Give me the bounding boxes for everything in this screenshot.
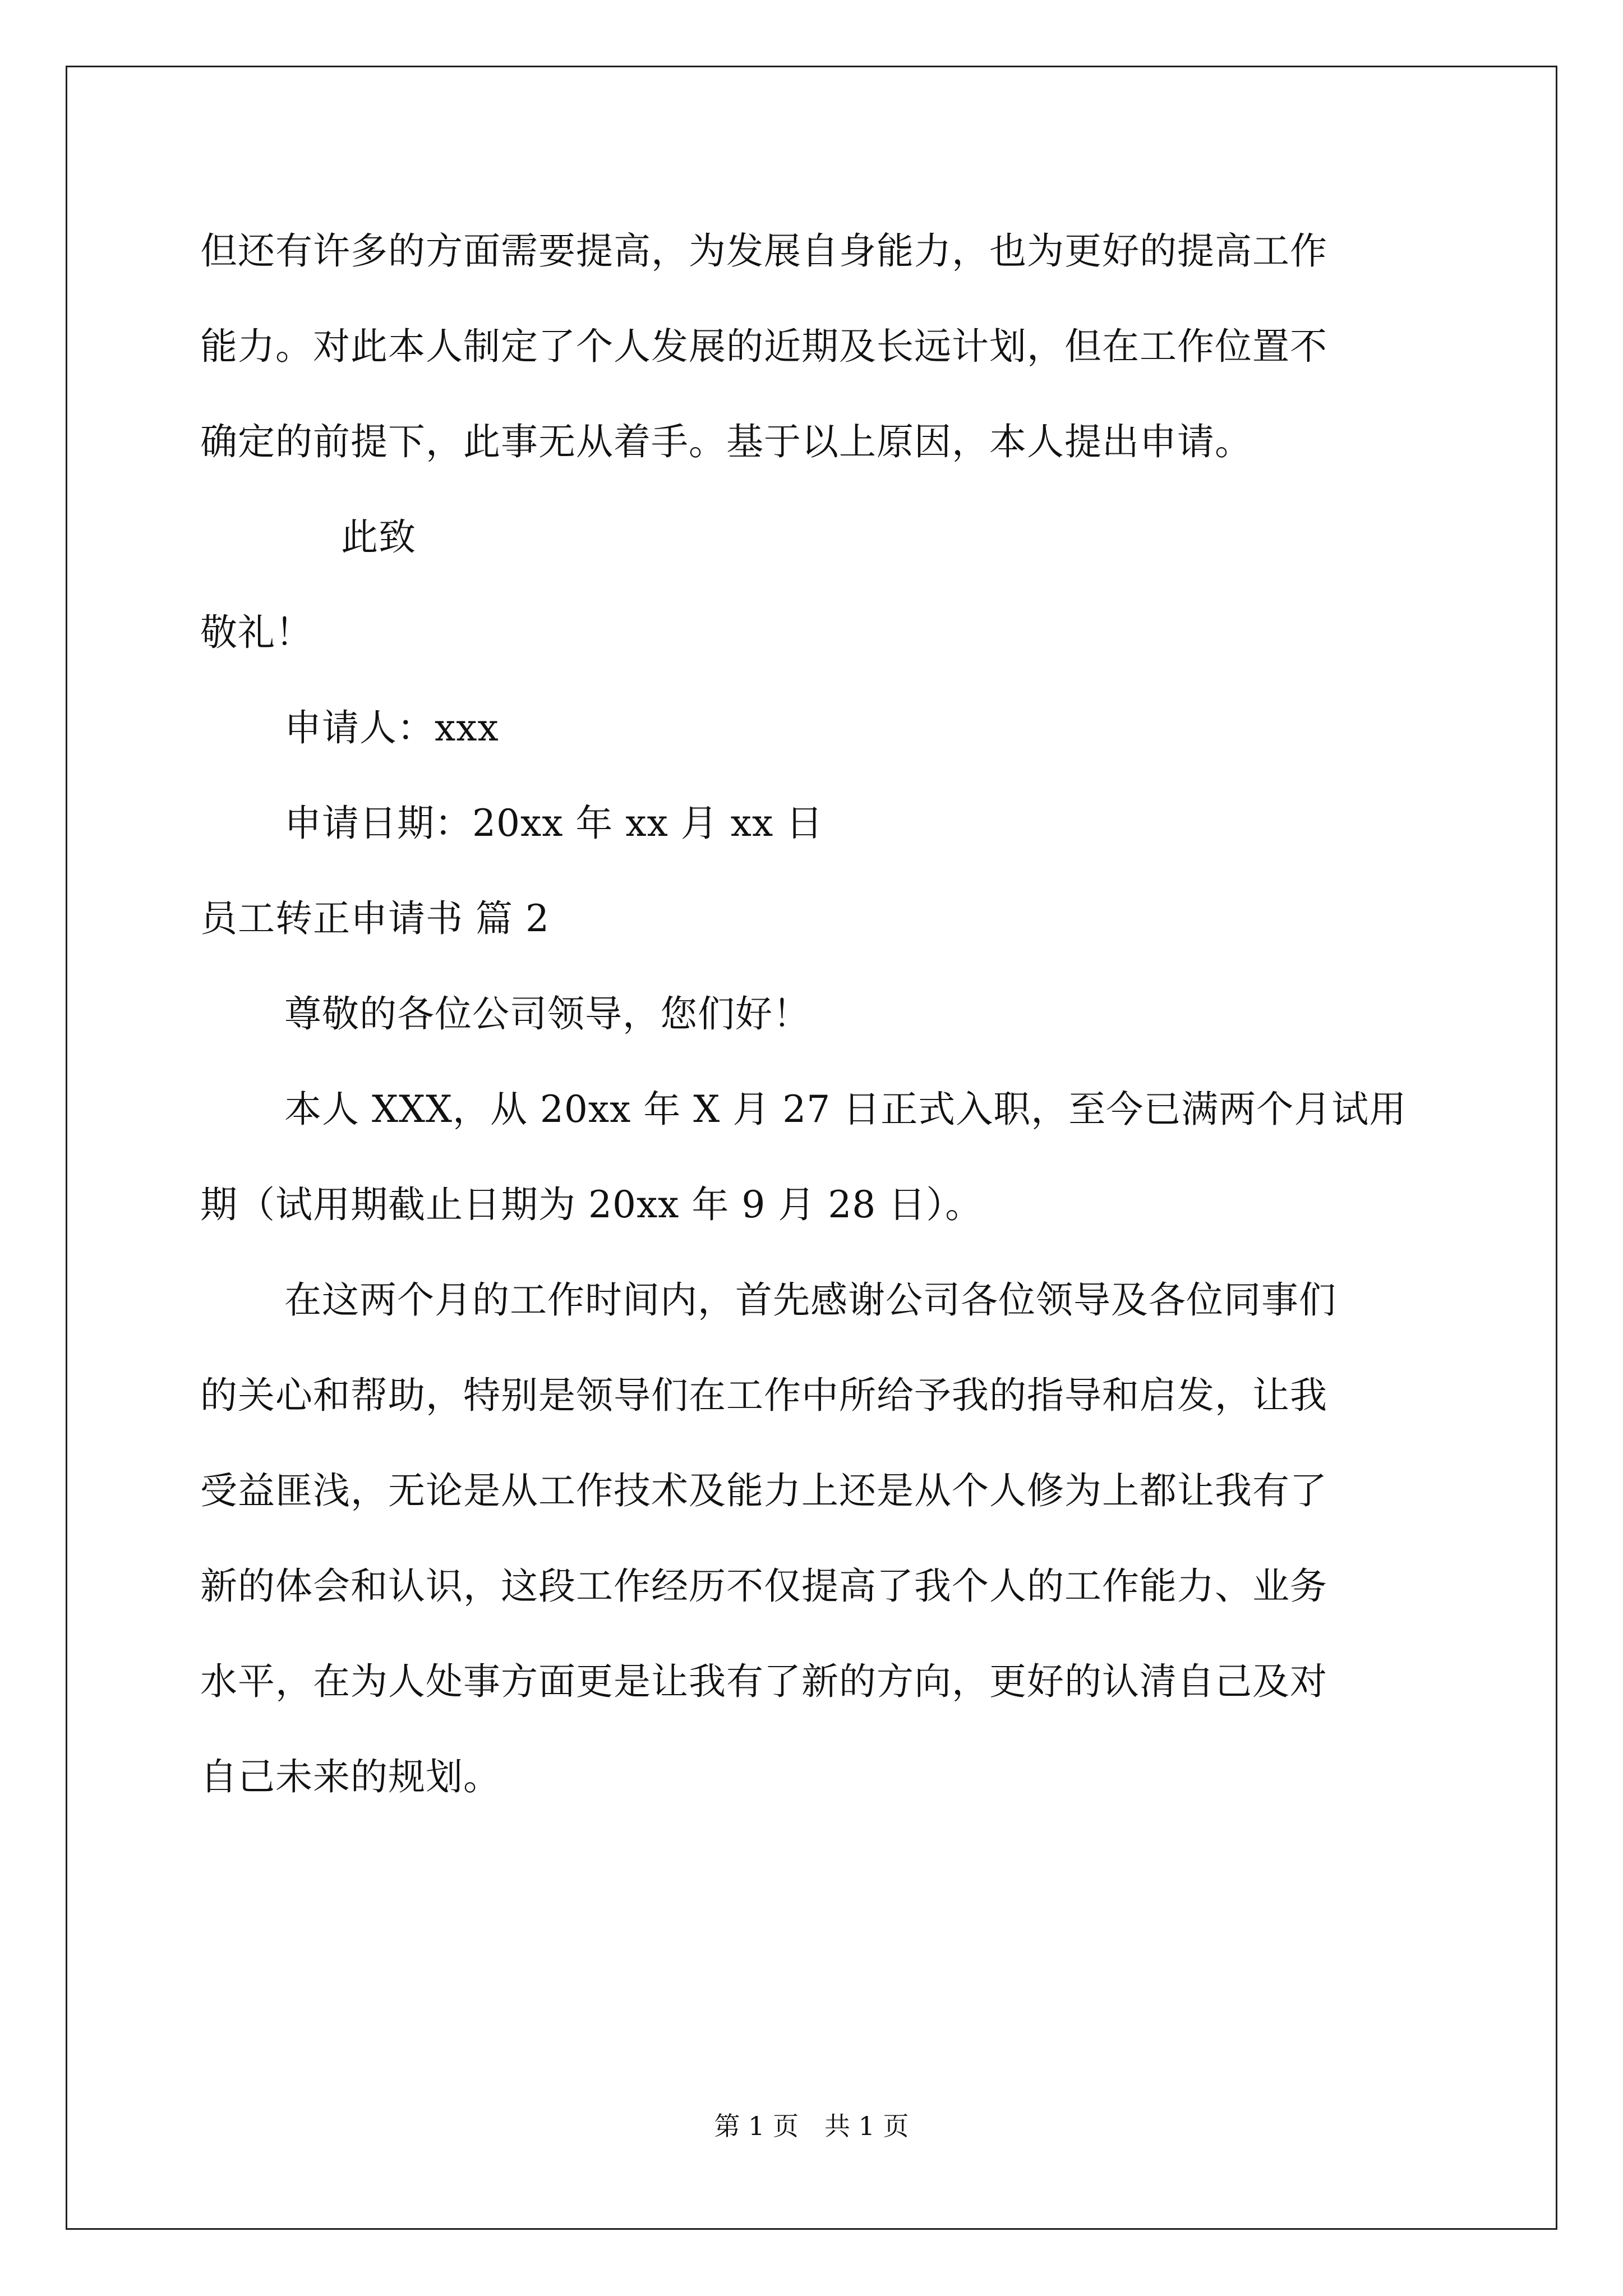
- paragraph-line: 确定的前提下，此事无从着手。基于以上原因，本人提出申请。: [200, 420, 1252, 463]
- paragraph-line: 受益匪浅，无论是从工作技术及能力上还是从个人修为上都让我有了: [200, 1469, 1327, 1512]
- paragraph-line: 期（试用期截止日期为 20xx 年 9 月 28 日）。: [200, 1183, 983, 1226]
- paragraph-line: 但还有许多的方面需要提高，为发展自身能力，也为更好的提高工作: [200, 229, 1327, 273]
- paragraph-line: 的关心和帮助，特别是领导们在工作中所给予我的指导和启发，让我: [200, 1374, 1327, 1417]
- closing-salutation: 此致: [341, 516, 416, 559]
- paragraph-line: 能力。对此本人制定了个人发展的近期及长远计划，但在工作位置不: [200, 325, 1327, 368]
- page-footer: 第 1 页 共 1 页: [714, 2111, 909, 2141]
- greeting: 尊敬的各位公司领导，您们好！: [284, 992, 810, 1036]
- application-date: 申请日期：20xx 年 xx 月 xx 日: [284, 802, 824, 845]
- paragraph-line: 自己未来的规划。: [200, 1755, 501, 1798]
- paragraph-line: 本人 XXX，从 20xx 年 X 月 27 日正式入职，至今已满两个月试用: [284, 1088, 1407, 1131]
- page-border: [66, 66, 1557, 2230]
- closing-regards: 敬礼！: [200, 611, 313, 654]
- paragraph-line: 新的体会和认识，这段工作经历不仅提高了我个人的工作能力、业务: [200, 1565, 1327, 1608]
- paragraph-line: 水平，在为人处事方面更是让我有了新的方向，更好的认清自己及对: [200, 1660, 1327, 1703]
- paragraph-line: 在这两个月的工作时间内，首先感谢公司各位领导及各位同事们: [284, 1278, 1336, 1322]
- applicant-name: 申请人：xxx: [284, 706, 499, 749]
- section-heading: 员工转正申请书 篇 2: [200, 897, 550, 940]
